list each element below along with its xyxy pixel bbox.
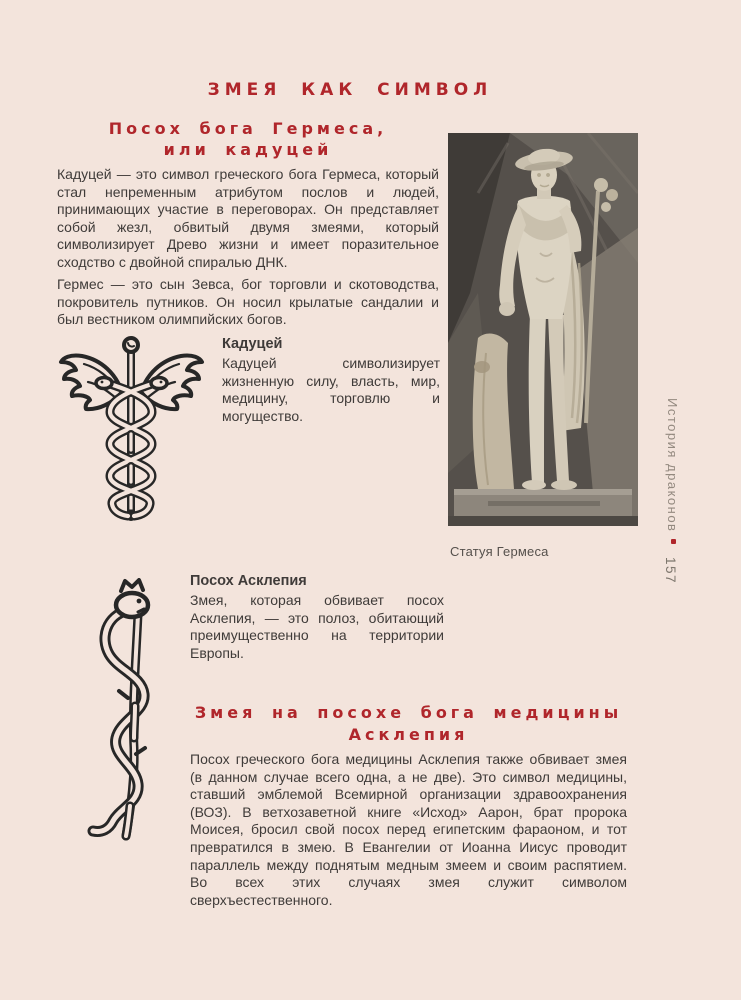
asclepius-note bbox=[190, 573, 444, 662]
section-title-asclepius-line1: Змея на посохе бога медицины bbox=[194, 703, 623, 722]
paragraph-caduceus-intro: Кадуцей — это символ греческого бога Гермеса, который стал непременным атрибутом послов и людей, принимающих участие в переговорах. Он представляет собой жезл, обвитый двумя змеями, который символизирует Древо жизни и имеет поразительное сходство с двойной спиралью ДНК. bbox=[57, 166, 439, 270]
paragraph-asclepius: Посох греческого бога медицины Асклепия также обвивает змея (в данном случае всего одна, а не две). Это символ медицины, ставший эмблемой Всемирной организации здравоохранения (ВОЗ). В ветхозаветной книге «Исход» Аарон, брат пророка Моисея, бросил свой посох перед египетским фараоном, и тот превратился в змею. В Евангелии от Иоанна Иисус проводит параллель между поднятым медным змеем и своим распятием. Во всех этих случаях змея служит символом сверхъестественного. bbox=[190, 751, 627, 908]
hermes-statue-photo bbox=[448, 133, 638, 526]
caduceus-note-text: Кадуцей символизирует жизненную силу, власть, мир, медицину, торговлю и могущество. bbox=[222, 355, 440, 424]
page-title: ЗМЕЯ КАК СИМВОЛ bbox=[207, 80, 493, 100]
asclepius-note-heading: Посох Асклепия bbox=[190, 573, 307, 589]
section-title-hermes-line1: Посох бога Гермеса, bbox=[108, 119, 388, 138]
caduceus-note-heading: Кадуцей bbox=[222, 336, 283, 352]
asclepius-note-text: Змея, которая обвивает посох Асклепия, — это полоз, обитающий преимущественно на территории Европы. bbox=[190, 592, 444, 661]
section-title-hermes bbox=[57, 118, 439, 160]
caduceus-note bbox=[222, 336, 440, 425]
statue-caption: Статуя Гермеса bbox=[450, 544, 549, 559]
page-number: 157 bbox=[663, 557, 678, 585]
paragraph-hermes-bio: Гермес — это сын Зевса, бог торговли и скотоводства, покровитель путников. Он носил крылатые сандалии и был вестником олимпийских богов. bbox=[57, 276, 439, 328]
margin-series-title: История драконов bbox=[665, 398, 680, 533]
section-title-hermes-line2: или кадуцей bbox=[163, 140, 333, 159]
section-title-asclepius-line2: Асклепия bbox=[348, 725, 469, 744]
caduceus-illustration bbox=[58, 334, 205, 525]
section-title-asclepius bbox=[190, 702, 627, 746]
rod-of-asclepius-icon bbox=[84, 578, 180, 848]
margin-dot bbox=[671, 539, 676, 544]
rod-of-asclepius-illustration bbox=[84, 578, 180, 848]
hermes-statue-image bbox=[448, 133, 638, 526]
caduceus-icon bbox=[58, 334, 205, 525]
